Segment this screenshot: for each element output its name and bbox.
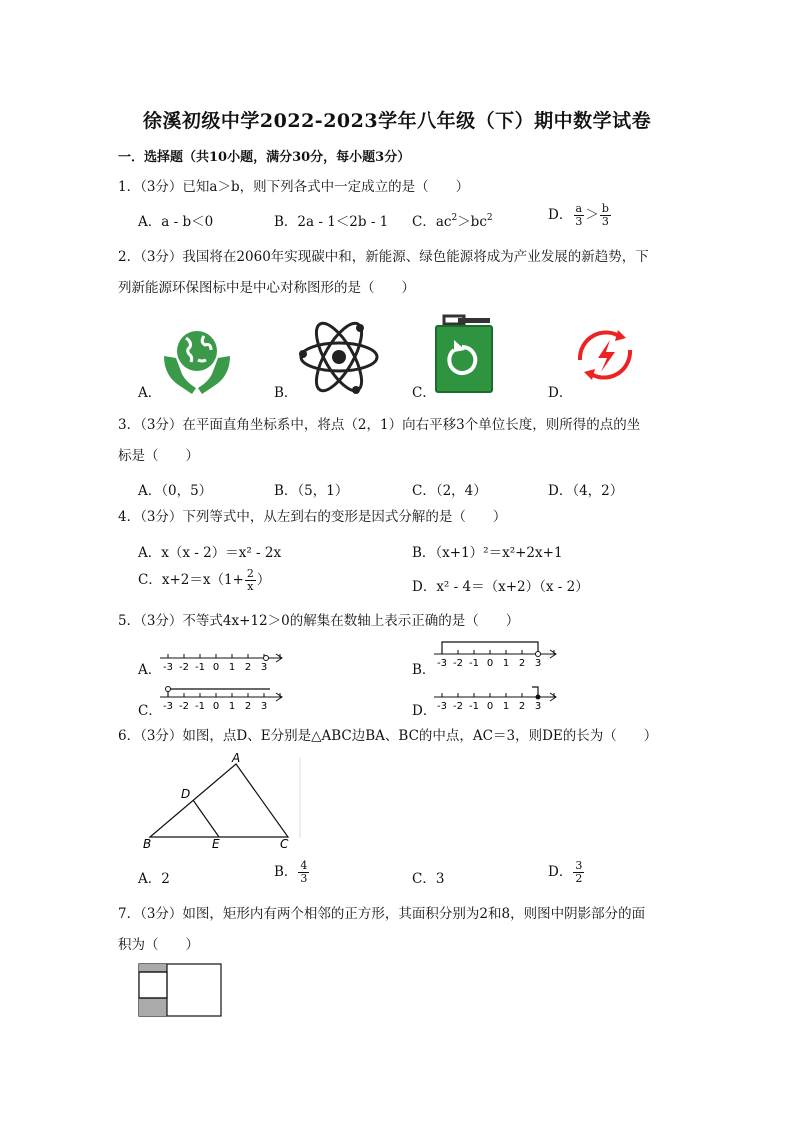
q3-option-c: C．（2，4） (412, 483, 487, 499)
tick-label: 3 (534, 658, 542, 669)
q2-option-b: B． (274, 385, 298, 401)
rectangle-squares-diagram (138, 962, 224, 1018)
triangle-diagram (138, 750, 308, 854)
tick-label: -2 (179, 701, 189, 712)
tick-label: 2 (518, 658, 526, 669)
tick-label: -3 (163, 701, 173, 712)
tick-label: -3 (163, 662, 173, 672)
tick-label: 2 (518, 701, 526, 712)
tick-label: -3 (437, 658, 447, 669)
q1-option-b: B．2a - 1＜2b - 1 (274, 214, 389, 230)
q5-option-c: C． (138, 703, 162, 719)
q4-option-c: C．x+2＝x（1+ $\frac{2}{x}$ ） (138, 567, 271, 593)
recycle-can-icon (432, 310, 496, 396)
number-line-c (158, 679, 288, 715)
q3-option-a: A．（0，5） (138, 483, 213, 499)
tick-label: 0 (486, 701, 494, 712)
label-d: D (181, 787, 191, 801)
label-c: C (280, 837, 289, 851)
q5-option-b: B． (412, 662, 436, 678)
tick-label: -2 (179, 662, 189, 672)
exam-title: 徐溪初级中学2022-2023学年八年级（下）期中数学试卷 (142, 110, 652, 132)
q3-stem-line2: 标是（ ） (118, 448, 199, 464)
tick-label: -2 (453, 658, 463, 669)
q6-option-a: A．2 (138, 871, 170, 887)
tick-label: 3 (260, 662, 268, 672)
lightning-cycle-icon (570, 320, 640, 390)
q6-stem: 6．（3分）如图，点D、E分别是△ABC边BA、BC的中点，AC＝3，则DE的长为（ ） (118, 728, 658, 744)
q1-option-c: C．$ac^2>bc^2$ (412, 213, 493, 230)
tick-label: 1 (228, 701, 236, 712)
q2-option-d: D． (548, 385, 573, 401)
section-heading: 一．选择题（共10小题，满分30分，每小题3分） (118, 150, 411, 165)
q6-option-c: C．3 (412, 871, 445, 887)
tick-label: -1 (469, 658, 479, 669)
atom-icon (296, 314, 382, 400)
q2-stem-line2: 列新能源环保图标中是中心对称图形的是（ ） (118, 280, 415, 296)
q1-stem: 1．（3分）已知a＞b，则下列各式中一定成立的是（ ） (118, 179, 470, 195)
number-line-b (432, 636, 562, 672)
label-b: B (143, 837, 152, 851)
tick-label: 2 (244, 662, 252, 672)
earth-hands-icon (158, 318, 236, 396)
q2-option-c: C． (412, 385, 436, 401)
q2-option-a: A． (138, 385, 162, 401)
tick-label: 1 (502, 701, 510, 712)
tick-label: -1 (195, 701, 205, 712)
tick-label: 2 (244, 701, 252, 712)
number-line-d (432, 679, 562, 715)
tick-label: -2 (453, 701, 463, 712)
q1-option-a: A．a - b＜0 (138, 214, 214, 230)
q5-stem: 5．（3分）不等式4x+12＞0的解集在数轴上表示正确的是（ ） (118, 613, 520, 629)
tick-label: 3 (260, 701, 268, 712)
tick-label: 0 (486, 658, 494, 669)
q5-option-a: A． (138, 662, 162, 678)
q4-option-b: B．（x+1）²＝x²+2x+1 (412, 545, 563, 561)
label-a: A (232, 751, 241, 765)
q4-option-a: A．x（x - 2）＝x² - 2x (138, 545, 282, 561)
q6-option-b: B． $\frac{4}{3}$ (274, 859, 308, 885)
tick-label: -1 (469, 701, 479, 712)
tick-label: 1 (228, 662, 236, 672)
tick-label: -3 (437, 701, 447, 712)
q4-option-d: D．x² - 4＝（x+2）（x - 2） (412, 579, 589, 595)
tick-label: 3 (534, 701, 542, 712)
q7-stem-line2: 积为（ ） (118, 937, 199, 953)
q5-option-d: D． (412, 703, 437, 719)
label-e: E (212, 837, 220, 851)
q7-stem-line1: 7．（3分）如图，矩形内有两个相邻的正方形，其面积分别为2和8，则图中阴影部分的面 (118, 906, 646, 922)
q2-stem-line1: 2．（3分）我国将在2060年实现碳中和，新能源、绿色能源将成为产业发展的新趋势，下 (118, 249, 649, 265)
q3-stem-line1: 3．（3分）在平面直角坐标系中，将点（2，1）向右平移3个单位长度，则所得的点的坐 (118, 417, 641, 433)
tick-label: 0 (212, 701, 220, 712)
q4-stem: 4．（3分）下列等式中，从左到右的变形是因式分解的是（ ） (118, 509, 507, 525)
q1-option-d: D． $\frac{a}{3}$ ＞ $\frac{b}{3}$ (548, 202, 609, 228)
tick-label: 1 (502, 658, 510, 669)
tick-label: -1 (195, 662, 205, 672)
number-line-a (158, 640, 288, 672)
q6-option-d: D． $\frac{3}{2}$ (548, 859, 583, 885)
q3-option-b: B．（5，1） (274, 483, 349, 499)
q3-option-d: D．（4，2） (548, 483, 624, 499)
tick-label: 0 (212, 662, 220, 672)
